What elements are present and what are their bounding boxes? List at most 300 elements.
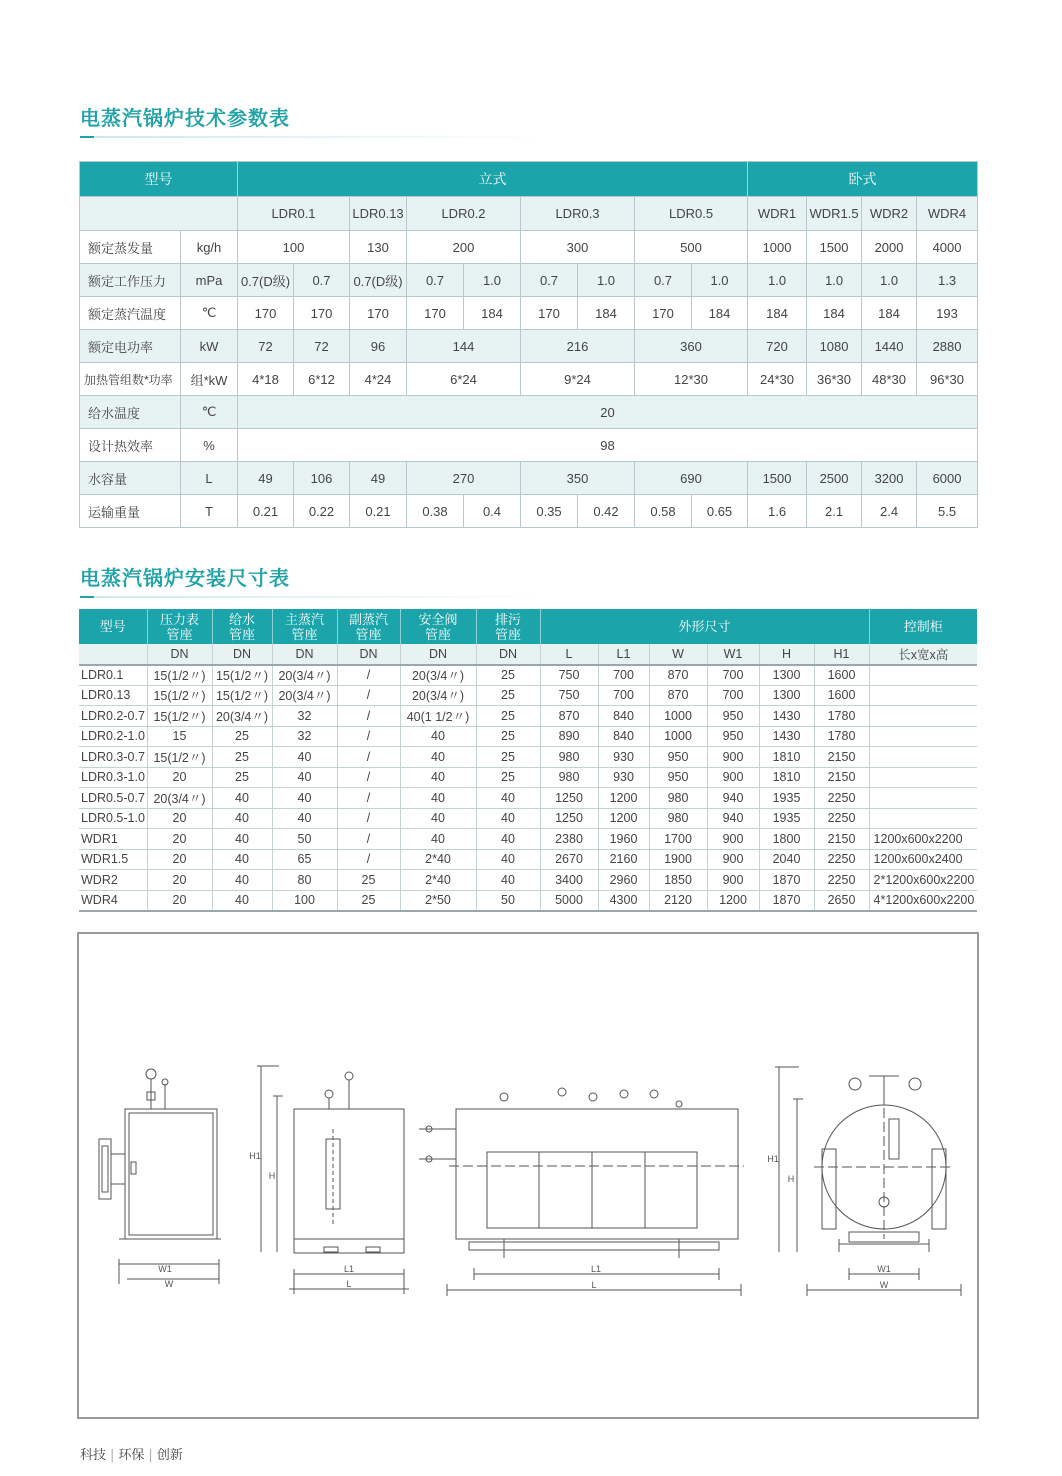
- table-cell: 40: [272, 788, 337, 809]
- value-cell: 5.5: [917, 495, 978, 528]
- table-cell: 20(3/4〃): [400, 685, 476, 706]
- table-cell: 20: [147, 767, 212, 788]
- table-cell: 1700: [649, 829, 707, 850]
- value-cell: 1.0: [862, 264, 917, 297]
- footer-item: 科技: [80, 1448, 107, 1463]
- value-cell: 0.38: [407, 495, 464, 528]
- table-cell: 20: [147, 890, 212, 911]
- table-cell: [869, 685, 977, 706]
- row-unit: 组*kW: [181, 363, 238, 396]
- value-cell: 2.4: [862, 495, 917, 528]
- table-cell: 900: [707, 767, 759, 788]
- value-cell: 106: [294, 462, 350, 495]
- table-cell: 5000: [540, 890, 598, 911]
- header-line: 安全阀: [418, 611, 458, 627]
- table-cell: 1960: [598, 829, 649, 850]
- table-cell: [869, 808, 977, 829]
- table-cell: 2*40: [400, 870, 476, 891]
- value-cell: 1.0: [464, 264, 521, 297]
- model-cell: LDR0.2: [407, 197, 521, 231]
- table-cell: 1780: [814, 706, 869, 727]
- table-row: [79, 685, 977, 706]
- table-cell: 1200x600x2200: [869, 829, 977, 850]
- value-cell: 1500: [748, 462, 807, 495]
- table-cell: 25: [337, 890, 400, 911]
- value-cell: 1.0: [748, 264, 807, 297]
- value-cell: 500: [635, 231, 748, 264]
- model-cell: LDR0.5: [635, 197, 748, 231]
- table-cell: /: [337, 685, 400, 706]
- table-cell: 1935: [759, 808, 814, 829]
- subheader-cell: H: [759, 644, 814, 665]
- table-cell: 100: [272, 890, 337, 911]
- table-cell: 1200: [598, 808, 649, 829]
- table-cell: 950: [707, 726, 759, 747]
- table-cell: 980: [540, 747, 598, 768]
- dim-label-w: W: [164, 1279, 174, 1289]
- table-cell: 1430: [759, 726, 814, 747]
- table-cell: 1900: [649, 849, 707, 870]
- value-cell: 170: [238, 297, 294, 330]
- table-cell: [869, 788, 977, 809]
- table-row: [79, 747, 977, 768]
- row-model: LDR0.5-0.7: [79, 788, 147, 809]
- param-row: [80, 396, 978, 429]
- value-cell: 184: [578, 297, 635, 330]
- table-cell: 2670: [540, 849, 598, 870]
- value-cell: 1.3: [917, 264, 978, 297]
- blank-cell: [80, 197, 238, 231]
- table-cell: 2250: [814, 870, 869, 891]
- table-cell: 40: [212, 788, 272, 809]
- table-cell: 900: [707, 849, 759, 870]
- table-cell: 1250: [540, 788, 598, 809]
- header-line: 给水: [228, 611, 255, 627]
- table-cell: 4*1200x600x2200: [869, 890, 977, 911]
- subheader-cell: H1: [814, 644, 869, 665]
- row-label: 额定电功率: [80, 330, 181, 363]
- dims-header-gauge: [147, 609, 212, 644]
- footer-tagline: [80, 1444, 183, 1463]
- value-cell: 0.7(D级): [238, 264, 294, 297]
- table-row: [79, 890, 977, 911]
- row-unit: %: [181, 429, 238, 462]
- table-cell: 1935: [759, 788, 814, 809]
- table-cell: /: [337, 788, 400, 809]
- table-cell: /: [337, 706, 400, 727]
- table-cell: 700: [598, 665, 649, 686]
- table-cell: 1250: [540, 808, 598, 829]
- row-label: 额定工作压力: [80, 264, 181, 297]
- table-cell: /: [337, 808, 400, 829]
- subheader-cell: DN: [272, 644, 337, 665]
- table-cell: 20(3/4〃): [147, 788, 212, 809]
- header-line: 管座: [228, 626, 255, 642]
- value-cell: 12*30: [635, 363, 748, 396]
- subheader-cell: DN: [337, 644, 400, 665]
- value-cell: 170: [294, 297, 350, 330]
- table-cell: 20(3/4〃): [400, 665, 476, 686]
- subheader-cell: DN: [147, 644, 212, 665]
- table-cell: 2*1200x600x2200: [869, 870, 977, 891]
- table-cell: 2250: [814, 808, 869, 829]
- table-cell: 40: [212, 829, 272, 850]
- value-cell: 4*24: [350, 363, 407, 396]
- value-cell: 0.42: [578, 495, 635, 528]
- table-cell: 20(3/4〃): [212, 706, 272, 727]
- table-cell: 2150: [814, 767, 869, 788]
- table-cell: 940: [707, 808, 759, 829]
- dims-header-feed: [212, 609, 272, 644]
- table-cell: 25: [476, 685, 540, 706]
- value-cell: 20: [238, 396, 978, 429]
- dim-label-w1: W1: [877, 1264, 891, 1274]
- table-cell: 3400: [540, 870, 598, 891]
- table-cell: 950: [707, 706, 759, 727]
- value-cell: 49: [350, 462, 407, 495]
- dims-header-row: [79, 609, 977, 644]
- table-cell: 870: [540, 706, 598, 727]
- value-cell: 184: [748, 297, 807, 330]
- table-row: [79, 808, 977, 829]
- value-cell: 0.7: [294, 264, 350, 297]
- footer-separator: |: [110, 1448, 115, 1463]
- dim-label-w1: W1: [158, 1264, 172, 1274]
- table-cell: /: [337, 849, 400, 870]
- table-cell: 40: [400, 829, 476, 850]
- subheader-cell: DN: [400, 644, 476, 665]
- table-cell: [869, 726, 977, 747]
- table-cell: 940: [707, 788, 759, 809]
- value-cell: 24*30: [748, 363, 807, 396]
- table-cell: 15(1/2〃): [147, 747, 212, 768]
- value-cell: 184: [807, 297, 862, 330]
- table-cell: 32: [272, 726, 337, 747]
- table-cell: 15(1/2〃): [212, 665, 272, 686]
- table-cell: 1850: [649, 870, 707, 891]
- value-cell: 2880: [917, 330, 978, 363]
- param-row: [80, 297, 978, 330]
- dims-subheader-row: [79, 644, 977, 665]
- table-cell: 25: [212, 767, 272, 788]
- header-line: 副蒸汽: [348, 611, 388, 627]
- header-line: 管座: [424, 626, 451, 642]
- header-vertical: 立式: [238, 162, 748, 197]
- row-model: WDR1: [79, 829, 147, 850]
- table-cell: 890: [540, 726, 598, 747]
- table-cell: 40: [476, 870, 540, 891]
- table-cell: 65: [272, 849, 337, 870]
- table-cell: 700: [707, 665, 759, 686]
- row-unit: L: [181, 462, 238, 495]
- table-cell: /: [337, 665, 400, 686]
- table-row: [79, 665, 977, 686]
- table-cell: 20: [147, 808, 212, 829]
- param-row: [80, 231, 978, 264]
- header-line: 排污: [494, 611, 521, 627]
- table-cell: 15(1/2〃): [147, 665, 212, 686]
- vertical-boiler-front-view: [99, 1069, 221, 1284]
- param-row: [80, 495, 978, 528]
- row-unit: kW: [181, 330, 238, 363]
- table-row: [79, 767, 977, 788]
- row-model: LDR0.2-1.0: [79, 726, 147, 747]
- subheader-cell: L: [540, 644, 598, 665]
- dim-label-h1: H1: [249, 1151, 261, 1161]
- value-cell: 36*30: [807, 363, 862, 396]
- table-cell: /: [337, 767, 400, 788]
- table-cell: 1870: [759, 890, 814, 911]
- model-row: [80, 197, 978, 231]
- table-cell: 2150: [814, 829, 869, 850]
- header-line: 压力表: [159, 611, 199, 627]
- table-cell: 980: [649, 788, 707, 809]
- subheader-cell: DN: [212, 644, 272, 665]
- value-cell: 0.65: [692, 495, 748, 528]
- horizontal-boiler-front-view: [419, 1088, 744, 1296]
- table-cell: 40: [476, 829, 540, 850]
- vertical-boiler-side-view: [257, 1066, 409, 1294]
- param-row: [80, 429, 978, 462]
- title-underline: [80, 136, 548, 138]
- table-row: [79, 726, 977, 747]
- table-cell: 40: [400, 726, 476, 747]
- table-cell: 980: [649, 808, 707, 829]
- subheader-cell: L1: [598, 644, 649, 665]
- row-model: LDR0.13: [79, 685, 147, 706]
- table-cell: 40: [476, 808, 540, 829]
- value-cell: 0.21: [238, 495, 294, 528]
- table-cell: 40: [400, 788, 476, 809]
- value-cell: 0.22: [294, 495, 350, 528]
- header-line: 管座: [494, 626, 521, 642]
- value-cell: 3200: [862, 462, 917, 495]
- table-row: [79, 829, 977, 850]
- value-cell: 720: [748, 330, 807, 363]
- value-cell: 48*30: [862, 363, 917, 396]
- table-cell: 980: [540, 767, 598, 788]
- value-cell: 200: [407, 231, 521, 264]
- value-cell: 1.0: [578, 264, 635, 297]
- value-cell: 0.7: [635, 264, 692, 297]
- table-cell: 1810: [759, 747, 814, 768]
- table-cell: 50: [272, 829, 337, 850]
- value-cell: 170: [407, 297, 464, 330]
- dims-header-outline: 外形尺寸: [540, 609, 869, 644]
- table-cell: 20: [147, 870, 212, 891]
- param-row: [80, 330, 978, 363]
- value-cell: 1080: [807, 330, 862, 363]
- value-cell: 170: [350, 297, 407, 330]
- row-model: LDR0.3-1.0: [79, 767, 147, 788]
- table-cell: 2*50: [400, 890, 476, 911]
- table-cell: 1200: [598, 788, 649, 809]
- table-cell: 20: [147, 849, 212, 870]
- dims-header-safety: [400, 609, 476, 644]
- table-cell: 900: [707, 870, 759, 891]
- value-cell: 270: [407, 462, 521, 495]
- table-row: [79, 706, 977, 727]
- boiler-drawings-svg: [79, 934, 977, 1417]
- table-cell: 2960: [598, 870, 649, 891]
- table-cell: 2250: [814, 788, 869, 809]
- table-cell: 40: [212, 890, 272, 911]
- installation-drawing: [77, 932, 979, 1419]
- dim-label-l: L: [346, 1279, 352, 1289]
- row-model: WDR1.5: [79, 849, 147, 870]
- model-cell: WDR1.5: [807, 197, 862, 231]
- value-cell: 72: [294, 330, 350, 363]
- table-cell: 870: [649, 685, 707, 706]
- value-cell: 1500: [807, 231, 862, 264]
- table-cell: 2650: [814, 890, 869, 911]
- row-label: 设计热效率: [80, 429, 181, 462]
- table-cell: 15(1/2〃): [147, 685, 212, 706]
- table-cell: 40: [400, 808, 476, 829]
- footer-item: 创新: [156, 1448, 183, 1463]
- table-row: [79, 870, 977, 891]
- value-cell: 0.7(D级): [350, 264, 407, 297]
- param-row: [80, 363, 978, 396]
- value-cell: 0.21: [350, 495, 407, 528]
- subheader-cell: W1: [707, 644, 759, 665]
- table-cell: 2150: [814, 747, 869, 768]
- table-cell: 2380: [540, 829, 598, 850]
- row-label: 运输重量: [80, 495, 181, 528]
- table-cell: 1000: [649, 726, 707, 747]
- table-cell: 2*40: [400, 849, 476, 870]
- table-cell: 25: [337, 870, 400, 891]
- value-cell: 690: [635, 462, 748, 495]
- row-label: 水容量: [80, 462, 181, 495]
- params-header-row: [80, 162, 978, 197]
- dim-label-l1: L1: [343, 1264, 355, 1274]
- row-model: WDR2: [79, 870, 147, 891]
- header-line: 管座: [166, 626, 193, 642]
- row-model: LDR0.5-1.0: [79, 808, 147, 829]
- row-model: LDR0.3-0.7: [79, 747, 147, 768]
- table-cell: 4300: [598, 890, 649, 911]
- dim-label-w: W: [879, 1280, 889, 1290]
- subheader-cell: 长x宽x高: [869, 644, 977, 665]
- table-cell: 840: [598, 726, 649, 747]
- table-cell: 40: [400, 747, 476, 768]
- value-cell: 1440: [862, 330, 917, 363]
- table-cell: 2040: [759, 849, 814, 870]
- table-cell: 1870: [759, 870, 814, 891]
- table-cell: [869, 706, 977, 727]
- table-cell: 870: [649, 665, 707, 686]
- param-row: [80, 264, 978, 297]
- header-horizontal: 卧式: [748, 162, 978, 197]
- table-cell: 40: [272, 767, 337, 788]
- params-table: [79, 161, 978, 528]
- value-cell: 170: [635, 297, 692, 330]
- dims-header-main-steam: [272, 609, 337, 644]
- value-cell: 1000: [748, 231, 807, 264]
- table-cell: 40: [212, 849, 272, 870]
- value-cell: 2500: [807, 462, 862, 495]
- table-cell: 40: [272, 747, 337, 768]
- table-cell: 20(3/4〃): [272, 685, 337, 706]
- value-cell: 360: [635, 330, 748, 363]
- table-cell: 15(1/2〃): [147, 706, 212, 727]
- params-section-title: 电蒸汽锅炉技术参数表: [80, 106, 290, 130]
- value-cell: 6*24: [407, 363, 521, 396]
- value-cell: 100: [238, 231, 350, 264]
- footer-item: 环保: [118, 1448, 145, 1463]
- value-cell: 4000: [917, 231, 978, 264]
- table-cell: 1200: [707, 890, 759, 911]
- table-cell: 750: [540, 685, 598, 706]
- table-cell: 40: [212, 870, 272, 891]
- value-cell: 2000: [862, 231, 917, 264]
- blank-cell: [79, 644, 147, 665]
- header-line: 管座: [355, 626, 382, 642]
- table-cell: 40: [476, 849, 540, 870]
- table-cell: 32: [272, 706, 337, 727]
- table-cell: 40: [212, 808, 272, 829]
- table-cell: [869, 767, 977, 788]
- row-label: 加热管组数*功率: [80, 363, 181, 396]
- table-cell: 40: [400, 767, 476, 788]
- table-cell: 40: [272, 808, 337, 829]
- table-cell: 950: [649, 767, 707, 788]
- table-cell: 15: [147, 726, 212, 747]
- value-cell: 96: [350, 330, 407, 363]
- table-cell: 750: [540, 665, 598, 686]
- dims-header-drain: [476, 609, 540, 644]
- table-cell: /: [337, 747, 400, 768]
- table-cell: 25: [212, 747, 272, 768]
- value-cell: 1.6: [748, 495, 807, 528]
- table-cell: 20: [147, 829, 212, 850]
- value-cell: 184: [862, 297, 917, 330]
- value-cell: 6000: [917, 462, 978, 495]
- dim-label-h1: H1: [767, 1154, 779, 1164]
- param-row: [80, 462, 978, 495]
- value-cell: 0.35: [521, 495, 578, 528]
- row-unit: kg/h: [181, 231, 238, 264]
- row-unit: T: [181, 495, 238, 528]
- subheader-cell: DN: [476, 644, 540, 665]
- value-cell: 2.1: [807, 495, 862, 528]
- table-row: [79, 788, 977, 809]
- value-cell: 144: [407, 330, 521, 363]
- table-cell: /: [337, 726, 400, 747]
- dims-section-title: 电蒸汽锅炉安装尺寸表: [80, 566, 290, 590]
- table-cell: 2160: [598, 849, 649, 870]
- table-cell: 1780: [814, 726, 869, 747]
- table-cell: 25: [476, 747, 540, 768]
- table-cell: 25: [476, 706, 540, 727]
- value-cell: 49: [238, 462, 294, 495]
- table-cell: 1430: [759, 706, 814, 727]
- dim-label-l: L: [591, 1280, 597, 1290]
- table-cell: 700: [707, 685, 759, 706]
- value-cell: 300: [521, 231, 635, 264]
- model-cell: WDR4: [917, 197, 978, 231]
- header-model: 型号: [80, 162, 238, 197]
- table-cell: 15(1/2〃): [212, 685, 272, 706]
- value-cell: 6*12: [294, 363, 350, 396]
- header-line: 主蒸汽: [284, 611, 324, 627]
- horizontal-boiler-end-view: [775, 1067, 961, 1296]
- footer-separator: |: [148, 1448, 153, 1463]
- value-cell: 184: [692, 297, 748, 330]
- row-model: LDR0.2-0.7: [79, 706, 147, 727]
- table-cell: 40: [476, 788, 540, 809]
